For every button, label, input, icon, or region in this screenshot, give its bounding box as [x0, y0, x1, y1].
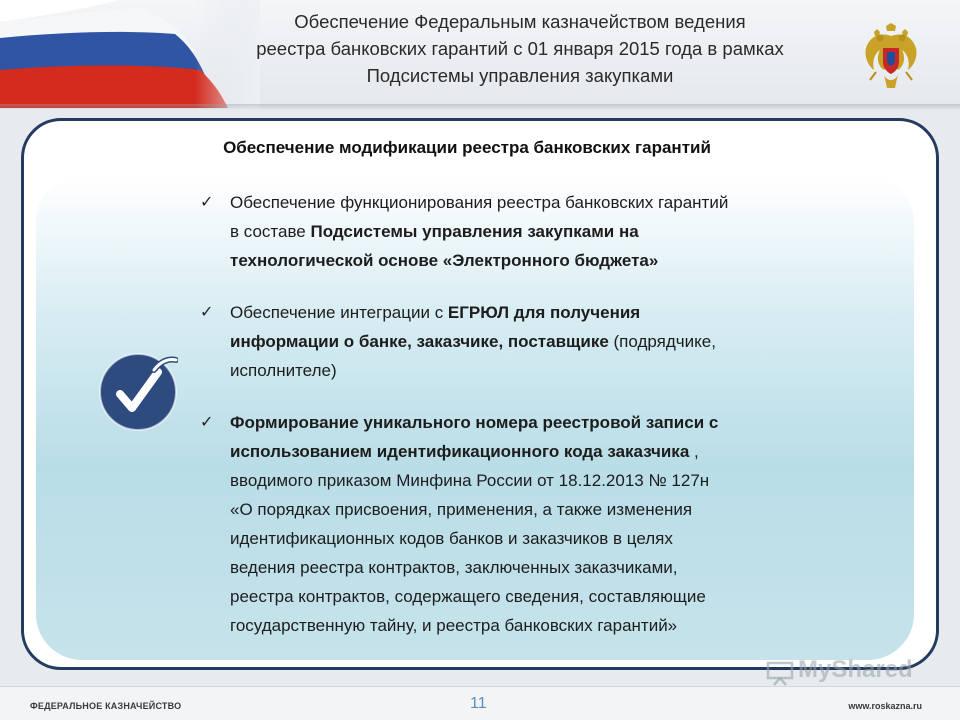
bullet-text: ЕГРЮЛ для получения — [447, 303, 641, 322]
bullet-line — [230, 408, 890, 437]
bullet-line — [230, 582, 890, 611]
header-shadow — [0, 104, 960, 110]
bullet-line — [230, 327, 890, 356]
watermark — [766, 656, 913, 684]
section-title: Обеспечение модификации реестра банковских гарантий — [223, 138, 711, 157]
header-title-line: Подсистемы управления закупками — [366, 65, 674, 86]
bullet-text: использованием идентификационного кода заказчика — [230, 442, 690, 461]
bullet-text: ведения реестра контрактов, заключенных заказчиками, — [230, 558, 678, 577]
bullet-item — [200, 188, 890, 275]
slide-footer — [0, 686, 960, 720]
bullet-text: (подрядчике, — [608, 332, 716, 351]
bullet-text: государственную тайну, и реестра банковских гарантий» — [230, 616, 678, 635]
slide-header — [0, 0, 960, 108]
bullet-line — [230, 553, 890, 582]
bullet-text: , — [689, 442, 699, 461]
header-title — [190, 8, 850, 89]
double-headed-eagle-emblem-icon — [862, 22, 920, 92]
bullet-text: «О порядках присвоения, применения, а также изменения — [230, 500, 693, 519]
footer-organization: ФЕДЕРАЛЬНОЕ КАЗНАЧЕЙСТВО — [30, 701, 182, 711]
bullet-text: Обеспечение интеграции с — [230, 303, 448, 322]
bullet-text: исполнителе) — [230, 361, 337, 380]
bullet-line — [230, 611, 890, 640]
bullet-text: информации о банке, заказчике, поставщике — [230, 332, 609, 351]
bullet-text: реестра контрактов, содержащего сведения, составляющие — [230, 587, 706, 606]
bullet-item — [200, 298, 890, 385]
checkmark-icon: ✓ — [200, 194, 214, 211]
bullet-text: Обеспечение функционирования реестра банковских гарантий — [230, 193, 729, 212]
header-title-line: Обеспечение Федеральным казначейством ведения — [294, 11, 746, 32]
bullet-line — [230, 298, 890, 327]
bullet-line — [230, 524, 890, 553]
footer-website-link[interactable]: www.roskazna.ru — [848, 701, 922, 711]
header-title-line: реестра банковских гарантий с 01 января 2015 года в рамках — [256, 38, 784, 59]
checkmark-circle-icon — [98, 352, 178, 432]
bullet-line — [230, 466, 890, 495]
bullet-text: Формирование уникального номера реестровой записи с — [230, 413, 719, 432]
bullet-text: идентификационных кодов банков и заказчиков в целях — [230, 529, 673, 548]
bullet-line — [230, 356, 890, 385]
bullet-list — [200, 188, 890, 663]
bullet-line — [230, 495, 890, 524]
page-number: 11 — [470, 695, 487, 712]
bullet-text: Подсистемы управления закупками на — [310, 222, 639, 241]
bullet-line — [230, 246, 890, 275]
bullet-text: вводимого приказом Минфина России от 18.12.2013 № 127н — [230, 471, 710, 490]
watermark-text: MyShared — [798, 656, 913, 683]
bullet-line — [230, 437, 890, 466]
bullet-text: в составе — [230, 222, 311, 241]
checkmark-icon: ✓ — [200, 304, 214, 321]
bullet-line — [230, 188, 890, 217]
bullet-text: технологической основе «Электронного бюджета» — [230, 251, 659, 270]
bullet-line — [230, 217, 890, 246]
checkmark-icon: ✓ — [200, 414, 214, 431]
bullet-item — [200, 408, 890, 640]
